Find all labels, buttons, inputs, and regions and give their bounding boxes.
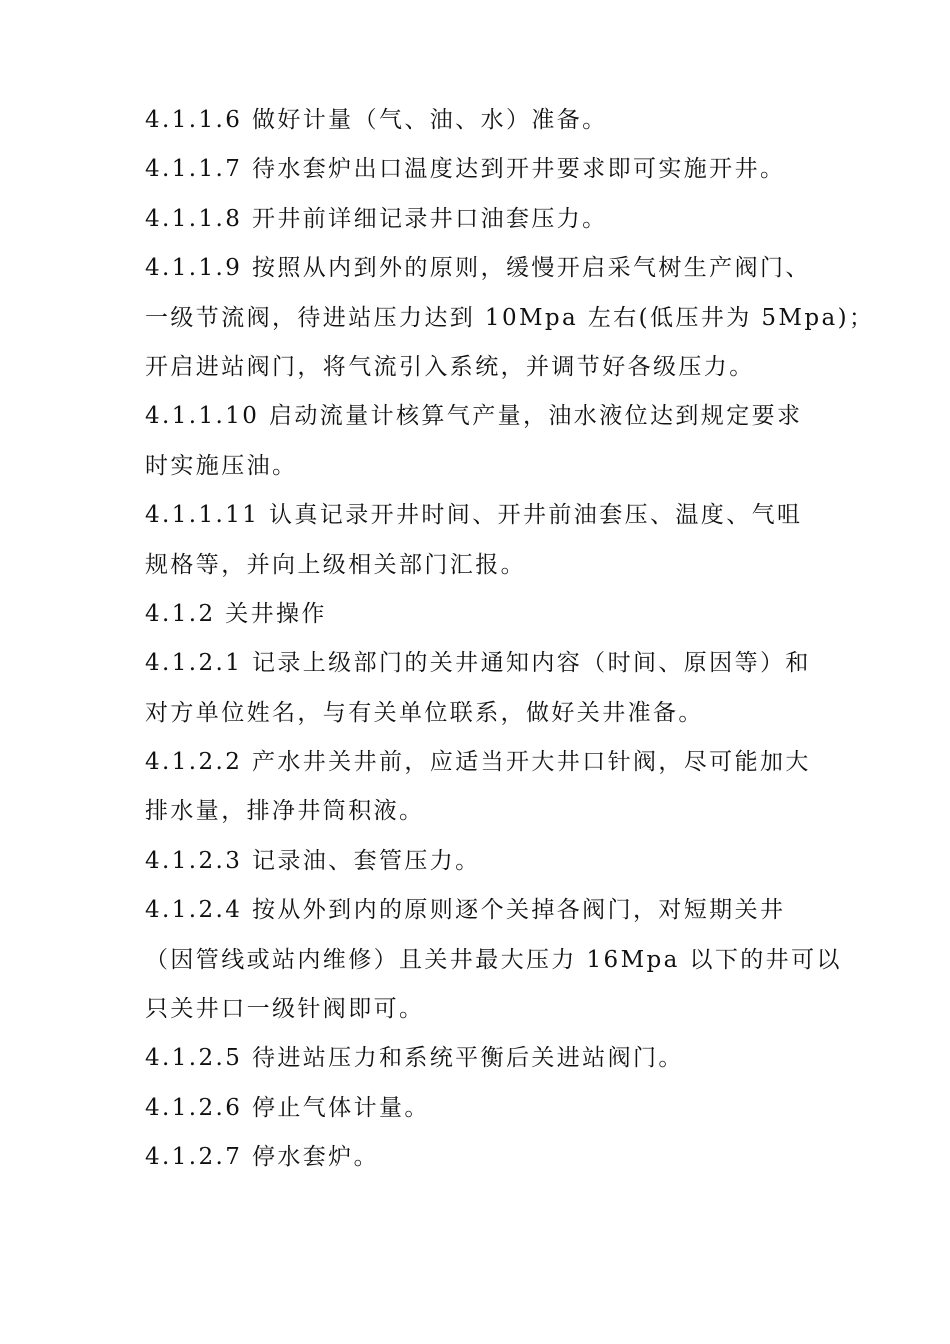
text-line: 开启进站阀门，将气流引入系统，并调节好各级压力。 bbox=[145, 353, 755, 380]
text-line: 4.1.2.3 记录油、套管压力。 bbox=[145, 847, 481, 874]
text-line: 对方单位姓名，与有关单位联系，做好关井准备。 bbox=[145, 699, 704, 726]
text-line: 4.1.2.7 停水套炉。 bbox=[145, 1144, 379, 1171]
text-line: 时实施压油。 bbox=[145, 452, 298, 479]
text-line: 4.1.1.9 按照从内到外的原则，缓慢开启采气树生产阀门、 bbox=[145, 255, 811, 282]
text-line: 4.1.2.6 停止气体计量。 bbox=[145, 1094, 430, 1121]
text-line: 4.1.1.8 开井前详细记录井口油套压力。 bbox=[145, 205, 608, 232]
text-line: 4.1.2.5 待进站压力和系统平衡后关进站阀门。 bbox=[145, 1045, 684, 1072]
text-line: 4.1.2.4 按从外到内的原则逐个关掉各阀门，对短期关井 bbox=[145, 897, 786, 924]
text-line: 一级节流阀，待进站压力达到 10Mpa 左右(低压井为 5Mpa)； bbox=[145, 304, 875, 331]
text-line: （因管线或站内维修）且关井最大压力 16Mpa 以下的井可以 bbox=[145, 946, 842, 973]
text-line: 4.1.1.6 做好计量（气、油、水）准备。 bbox=[145, 107, 608, 133]
text-line: 4.1.2.1 记录上级部门的关井通知内容（时间、原因等）和 bbox=[145, 650, 811, 677]
text-line: 4.1.1.11 认真记录开井时间、开井前油套压、温度、气咀 bbox=[145, 502, 803, 529]
text-line: 4.1.1.10 启动流量计核算气产量，油水液位达到规定要求 bbox=[145, 403, 803, 430]
document-body bbox=[145, 96, 875, 1183]
text-line: 排水量，排净井筒积液。 bbox=[145, 798, 425, 825]
text-line: 4.1.2.2 产水井关井前，应适当开大井口针阀，尽可能加大 bbox=[145, 749, 811, 776]
text-line: 4.1.1.7 待水套炉出口温度达到开井要求即可实施开井。 bbox=[145, 156, 786, 183]
text-line: 规格等，并向上级相关部门汇报。 bbox=[145, 551, 526, 578]
section-heading: 4.1.2 关井操作 bbox=[145, 600, 327, 627]
text-line: 只关井口一级针阀即可。 bbox=[145, 996, 425, 1023]
